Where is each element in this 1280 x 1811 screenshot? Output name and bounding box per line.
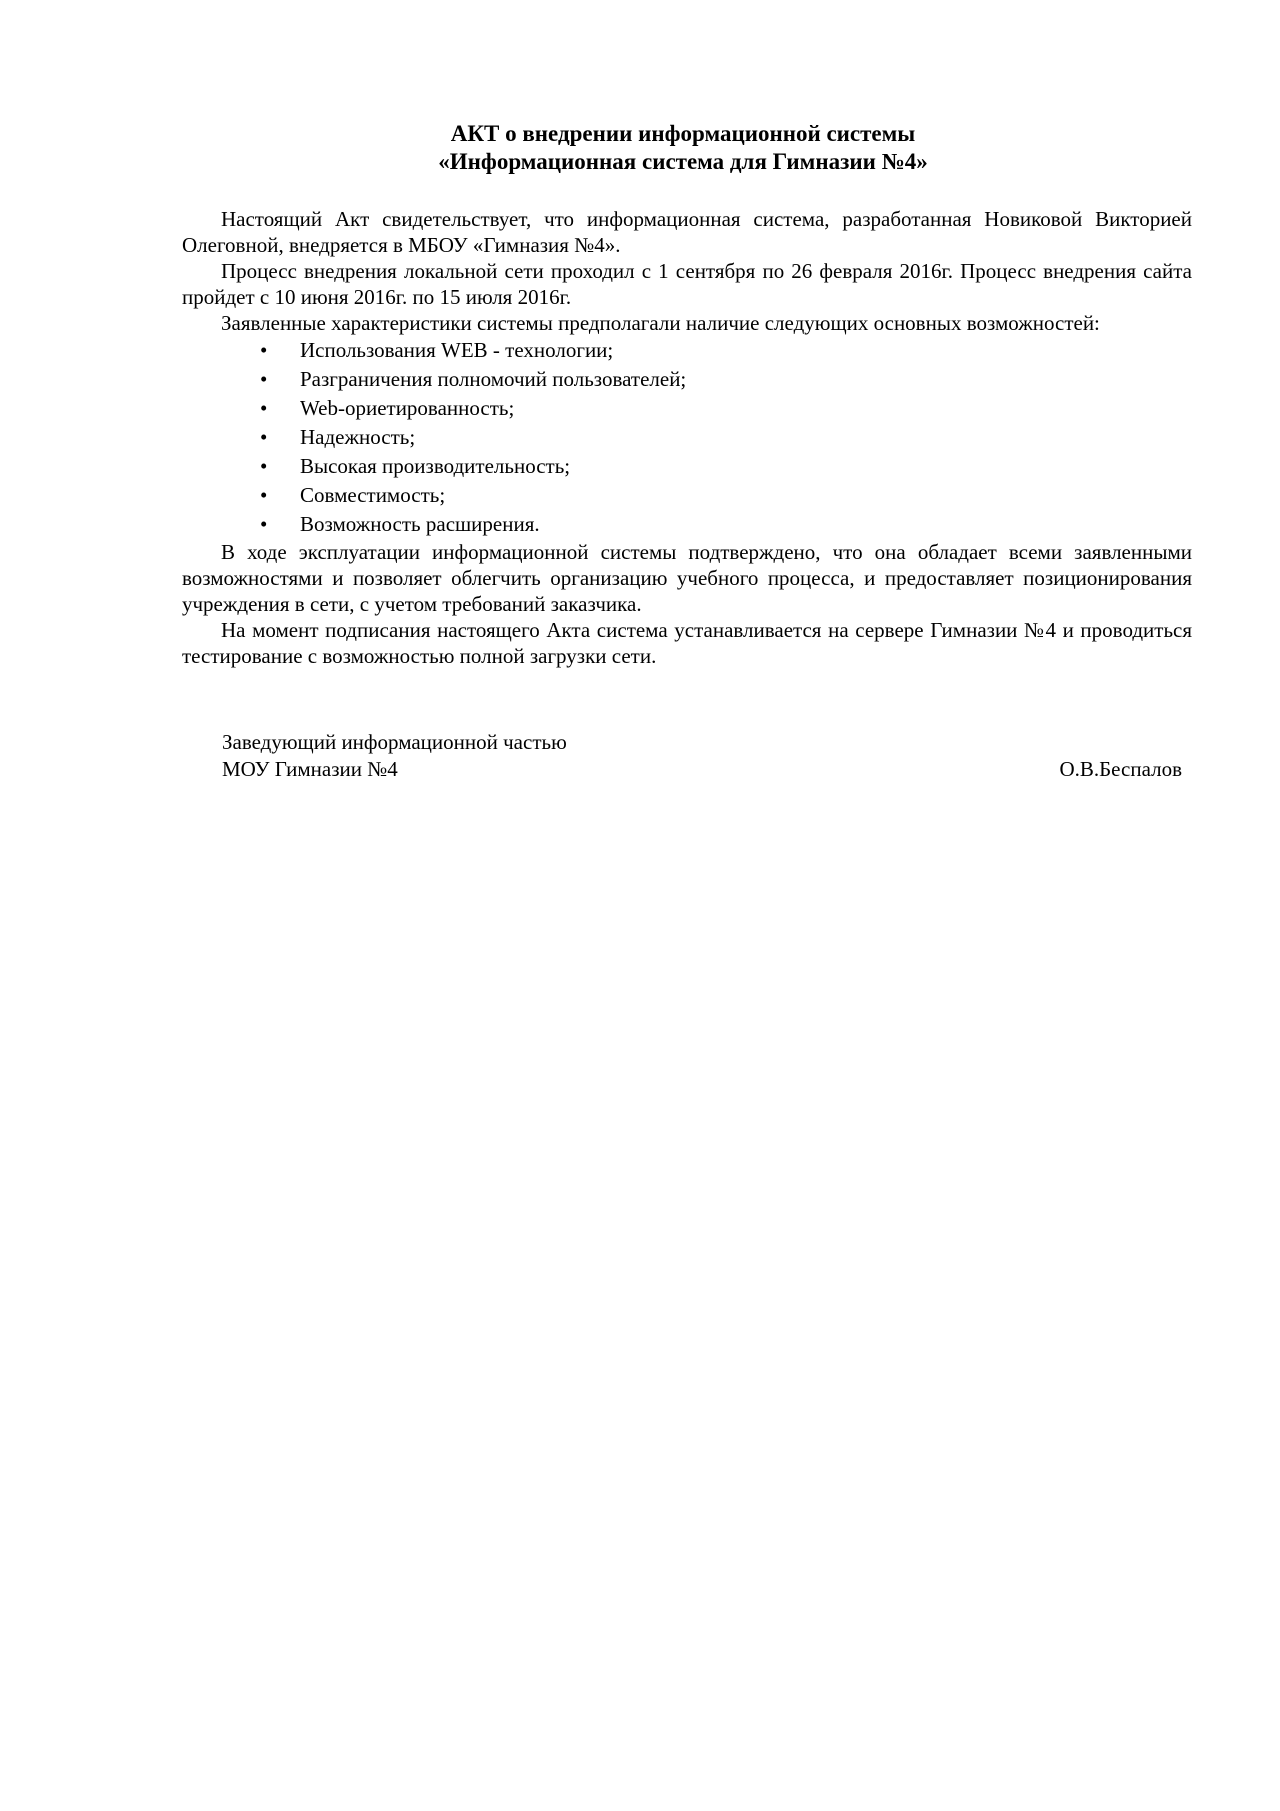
- list-item: • Возможность расширения.: [260, 510, 1192, 539]
- bullet-icon: •: [260, 454, 268, 478]
- paragraph-features-intro: Заявленные характеристики системы предполагали наличие следующих основных возможностей:: [221, 311, 1100, 335]
- bullet-icon: •: [260, 396, 268, 420]
- list-item: • Разграничения полномочий пользователей;: [260, 365, 1192, 394]
- bullet-icon: •: [260, 483, 268, 507]
- title-line-2: «Информационная система для Гимназии №4»: [438, 149, 928, 174]
- document-title: [0, 120, 1280, 176]
- paragraph-process: Процесс внедрения локальной сети проходил с 1 сентября по 26 февраля 2016г. Процесс внедрения сайта пройдет с 10 июня 2016г. по 15 июля 2016г.: [182, 259, 1192, 309]
- paragraph-intro: Настоящий Акт свидетельствует, что информационная система, разработанная Новиковой Викторией Олеговной, внедряется в МБОУ «Гимназия №4».: [182, 207, 1192, 257]
- list-item: • Использования WEB - технологии;: [260, 336, 1192, 365]
- signatory-name: О.В.Беспалов: [1059, 757, 1182, 781]
- signature-row: [222, 756, 1182, 783]
- signature-position-line-2: МОУ Гимназии №4: [222, 757, 398, 781]
- bullet-icon: •: [260, 425, 268, 449]
- paragraph-operation: В ходе эксплуатации информационной системы подтверждено, что она обладает всеми заявленными возможностями и позволяет облегчить организацию учебного процесса, и предоставляет позиционирования учреждения в сети, с учетом требований заказчика.: [182, 540, 1192, 616]
- bullet-icon: •: [260, 338, 268, 362]
- title-line-1: АКТ о внедрении информационной системы: [450, 121, 916, 146]
- document-body: [182, 206, 1192, 669]
- bullet-icon: •: [260, 512, 268, 536]
- signature-block: [222, 729, 1182, 783]
- signature-position-line-1: Заведующий информационной частью: [222, 730, 567, 754]
- list-item: • Высокая производительность;: [260, 452, 1192, 481]
- list-item: • Надежность;: [260, 423, 1192, 452]
- list-item: • Web-ориетированность;: [260, 394, 1192, 423]
- features-list: [182, 336, 1192, 539]
- list-item: • Совместимость;: [260, 481, 1192, 510]
- bullet-icon: •: [260, 367, 268, 391]
- paragraph-signing: На момент подписания настоящего Акта система устанавливается на сервере Гимназии №4 и проводиться тестирование с возможностью полной загрузки сети.: [182, 618, 1192, 668]
